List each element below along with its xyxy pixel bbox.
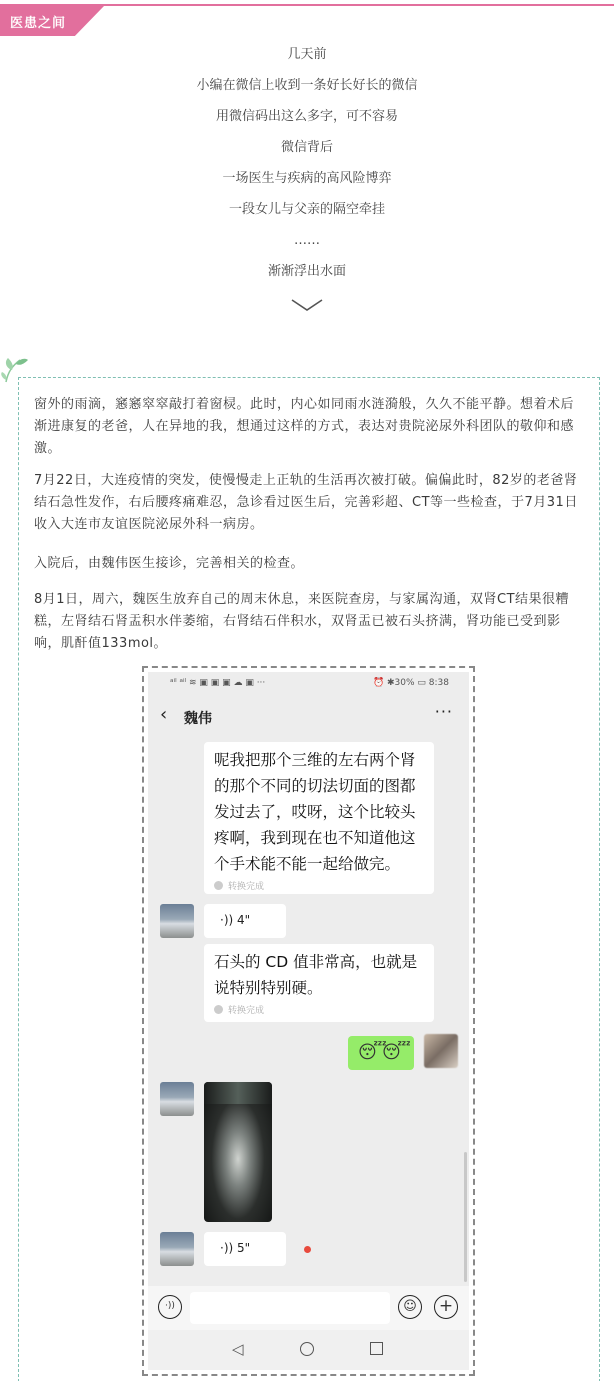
leaf-icon xyxy=(0,350,30,384)
section-tag-label: 医患之间 xyxy=(10,16,67,31)
convert-status xyxy=(204,1001,434,1022)
sleep-emoji-icon: 😴 xyxy=(358,1042,387,1063)
nav-recents-icon[interactable] xyxy=(370,1342,383,1355)
voice-duration: ·)) 4" xyxy=(220,913,251,927)
voice-message[interactable] xyxy=(204,1232,286,1266)
nav-home-icon[interactable] xyxy=(300,1342,314,1356)
check-icon xyxy=(214,881,223,890)
ct-scan-image[interactable] xyxy=(204,1082,272,1222)
top-divider xyxy=(0,4,614,6)
avatar[interactable] xyxy=(160,1232,194,1266)
intro-line: 几天前 xyxy=(287,47,327,62)
convert-status-label: 转换完成 xyxy=(228,882,265,892)
plus-icon[interactable]: + xyxy=(434,1295,458,1319)
convert-status-label: 转换完成 xyxy=(228,1006,265,1016)
voice-input-icon[interactable]: ·)) xyxy=(158,1295,182,1319)
intro-line: 一段女儿与父亲的隔空牵挂 xyxy=(228,202,385,217)
more-icon[interactable]: ··· xyxy=(434,702,453,721)
message-bubble[interactable] xyxy=(204,944,434,1022)
intro-line: 一场医生与疾病的高风险博弈 xyxy=(222,171,392,186)
scrollbar[interactable] xyxy=(464,1152,467,1282)
voice-message[interactable] xyxy=(204,904,286,938)
nav-back-icon[interactable]: ◁ xyxy=(232,1340,244,1358)
check-icon xyxy=(214,1005,223,1014)
voice-duration: ·)) 5" xyxy=(220,1241,251,1255)
story-paragraph: 7月22日，大连疫情的突发，使慢慢走上正轨的生活再次被打破。偏偏此时，82岁的老爸肾结石急性发作，右后腰疼痛难忍，急诊看过医生后，完善彩超、CT等一些检查，于7月31日收入大连市友谊医院泌尿外科一病房。 xyxy=(34,473,578,532)
chat-title: 魏伟 xyxy=(184,711,212,727)
chat-screenshot xyxy=(148,672,469,1370)
chat-header xyxy=(148,698,469,738)
sleep-emoji-icon: 😴 xyxy=(382,1042,411,1063)
message-input[interactable] xyxy=(190,1292,390,1324)
intro-line: 用微信码出这么多字，可不容易 xyxy=(215,109,398,124)
unread-dot xyxy=(304,1246,311,1253)
sent-emoji-bubble[interactable] xyxy=(348,1036,414,1070)
intro-line: 渐渐浮出水面 xyxy=(267,264,346,279)
story-paragraph: 8月1日，周六，魏医生放弃自己的周末休息，来医院查房，与家属沟通，双肾CT结果很糟糕，左肾结石肾盂积水伴萎缩，右肾结石伴积水，双肾盂已被石头挤满，肾功能已受到影响，肌酐值133mol。 xyxy=(34,592,570,651)
intro-line: …… xyxy=(294,233,320,248)
convert-status xyxy=(204,877,434,898)
input-bar xyxy=(148,1286,469,1330)
status-icons-right: ⏰ ✱30% ▭ 8:38 xyxy=(372,678,449,688)
intro-line: 微信背后 xyxy=(280,140,333,155)
back-icon[interactable]: ‹ xyxy=(160,704,168,725)
emoji-icon[interactable]: ☺ xyxy=(398,1295,422,1319)
system-nav-bar xyxy=(148,1330,469,1370)
intro-line: 小编在微信上收到一条好长好长的微信 xyxy=(196,78,418,93)
story-paragraph: 入院后，由魏伟医生接诊，完善相关的检查。 xyxy=(34,556,305,571)
intro-block xyxy=(0,45,614,293)
status-bar xyxy=(148,672,469,694)
message-text: 石头的 CD 值非常高，也就是说特别特别硬。 xyxy=(214,953,418,997)
message-text: 呢我把那个三维的左右两个肾的那个不同的切法切面的图都发过去了，哎呀，这个比较头疼啊，我到现在也不知道他这个手术能不能一起给做完。 xyxy=(214,751,416,873)
avatar[interactable] xyxy=(160,1082,194,1116)
image-header xyxy=(204,1082,272,1104)
avatar[interactable] xyxy=(160,904,194,938)
my-avatar[interactable] xyxy=(424,1034,458,1068)
story-paragraph: 窗外的雨滴，窸窸窣窣敲打着窗棂。此时，内心如同雨水涟漪般，久久不能平静。想着术后渐进康复的老爸，人在异地的我，想通过这样的方式，表达对贵院泌尿外科团队的敬仰和感激。 xyxy=(34,397,575,456)
status-icons-left: ᵃⁱˡ ᵃⁱˡ ≋ ▣ ▣ ▣ ☁ ▣ ··· xyxy=(170,678,266,688)
message-bubble[interactable] xyxy=(204,742,434,894)
chevron-down-icon xyxy=(290,298,324,312)
